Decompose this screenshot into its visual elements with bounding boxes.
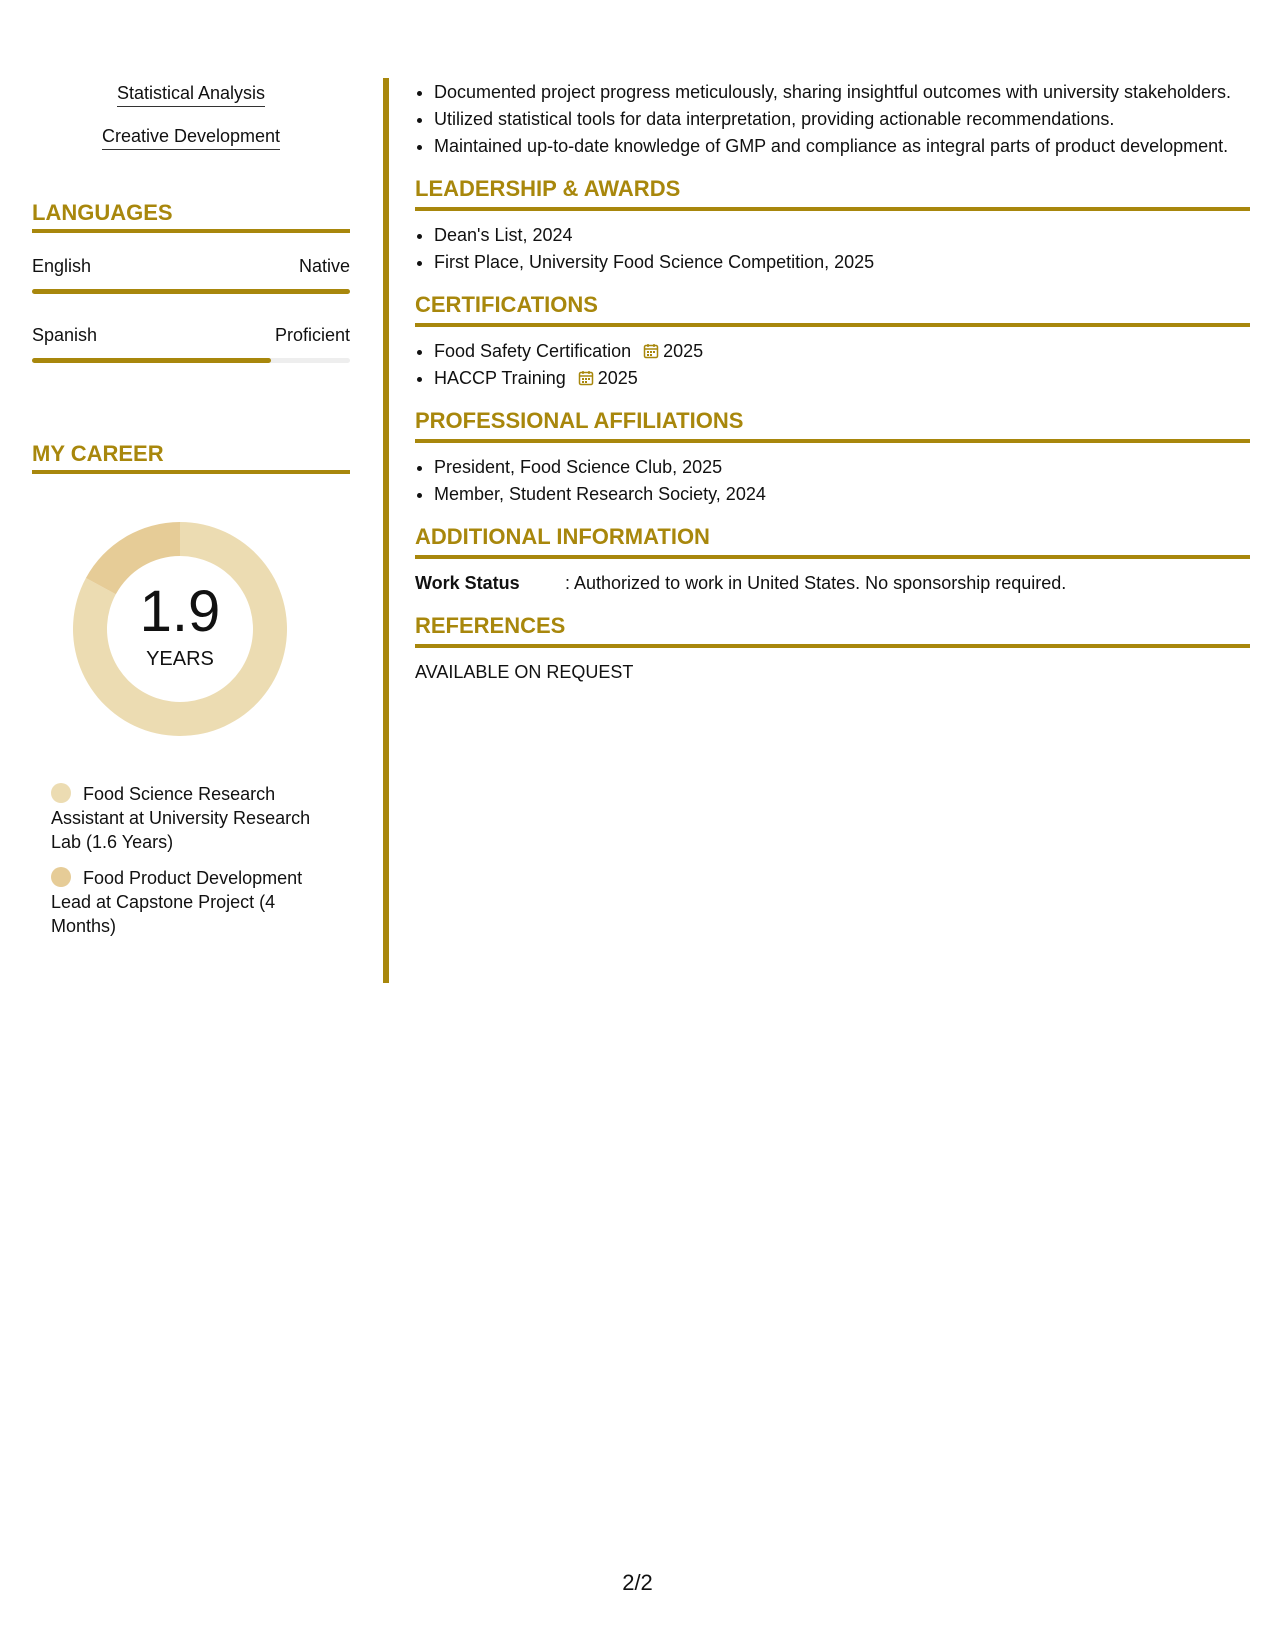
work-status-row xyxy=(415,571,1250,595)
career-unit: YEARS xyxy=(146,648,214,670)
affiliations-list xyxy=(415,455,1250,506)
language-english xyxy=(32,255,350,294)
certifications-list xyxy=(415,339,1250,390)
references-text: AVAILABLE ON REQUEST xyxy=(415,662,634,682)
certifications-title: CERTIFICATIONS xyxy=(415,292,1250,327)
career-total: 1.9 xyxy=(139,579,221,644)
language-bar-fill xyxy=(32,289,350,294)
experience-bullets xyxy=(415,80,1250,158)
career-donut-chart xyxy=(65,514,295,744)
list-item: • First Place, University Food Science Competition, 2025 xyxy=(434,250,1250,274)
legend-item xyxy=(51,866,336,938)
legend-label: Food Science Research Assistant at University Research Lab (1.6 Years) xyxy=(51,784,311,852)
references-title: REFERENCES xyxy=(415,613,1250,648)
skill-item: Creative Development xyxy=(32,125,350,150)
leadership-list xyxy=(415,223,1250,274)
certification-item xyxy=(434,366,1250,390)
language-spanish xyxy=(32,324,350,363)
calendar-icon xyxy=(578,370,594,386)
language-bar xyxy=(32,358,350,363)
certification-item xyxy=(434,339,1250,363)
skill-item: Statistical Analysis xyxy=(32,82,350,107)
language-bar-fill xyxy=(32,358,271,363)
legend-dot xyxy=(51,867,71,887)
list-item: • President, Food Science Club, 2025 xyxy=(434,455,1250,479)
certification-name: HACCP Training xyxy=(434,368,566,388)
affiliations-title: PROFESSIONAL AFFILIATIONS xyxy=(415,408,1250,443)
language-level: Proficient xyxy=(274,325,350,345)
legend-dot xyxy=(51,783,71,803)
languages-title: LANGUAGES xyxy=(32,200,350,233)
list-item: • Dean's List, 2024 xyxy=(434,223,1250,247)
work-status-label: Work Status xyxy=(415,573,520,593)
language-level: Native xyxy=(298,256,350,276)
page-number: 2/2 xyxy=(622,1570,653,1595)
leadership-title: LEADERSHIP & AWARDS xyxy=(415,176,1250,211)
career-title: MY CAREER xyxy=(32,441,350,474)
legend-label: Food Product Development Lead at Capstone Project (4 Months) xyxy=(51,868,303,936)
bullet-item: • Documented project progress meticulously, sharing insightful outcomes with university stakeholders. xyxy=(434,80,1250,104)
certification-year: 2025 xyxy=(663,341,704,361)
bullet-item: • Utilized statistical tools for data interpretation, providing actionable recommendations. xyxy=(434,107,1250,131)
additional-info-title: ADDITIONAL INFORMATION xyxy=(415,524,1250,559)
language-name: Spanish xyxy=(32,325,98,345)
bullet-item: • Maintained up-to-date knowledge of GMP and compliance as integral parts of product development. xyxy=(434,134,1250,158)
career-legend xyxy=(51,782,336,938)
certification-name: Food Safety Certification xyxy=(434,341,632,361)
legend-item xyxy=(51,782,336,854)
list-item: • Member, Student Research Society, 2024 xyxy=(434,482,1250,506)
column-divider xyxy=(383,78,389,983)
calendar-icon xyxy=(643,343,659,359)
language-bar xyxy=(32,289,350,294)
left-column xyxy=(32,82,350,950)
right-column xyxy=(415,80,1250,684)
certification-year: 2025 xyxy=(597,368,638,388)
work-status-value: : Authorized to work in United States. No sponsorship required. xyxy=(565,573,1067,593)
language-name: English xyxy=(32,256,92,276)
